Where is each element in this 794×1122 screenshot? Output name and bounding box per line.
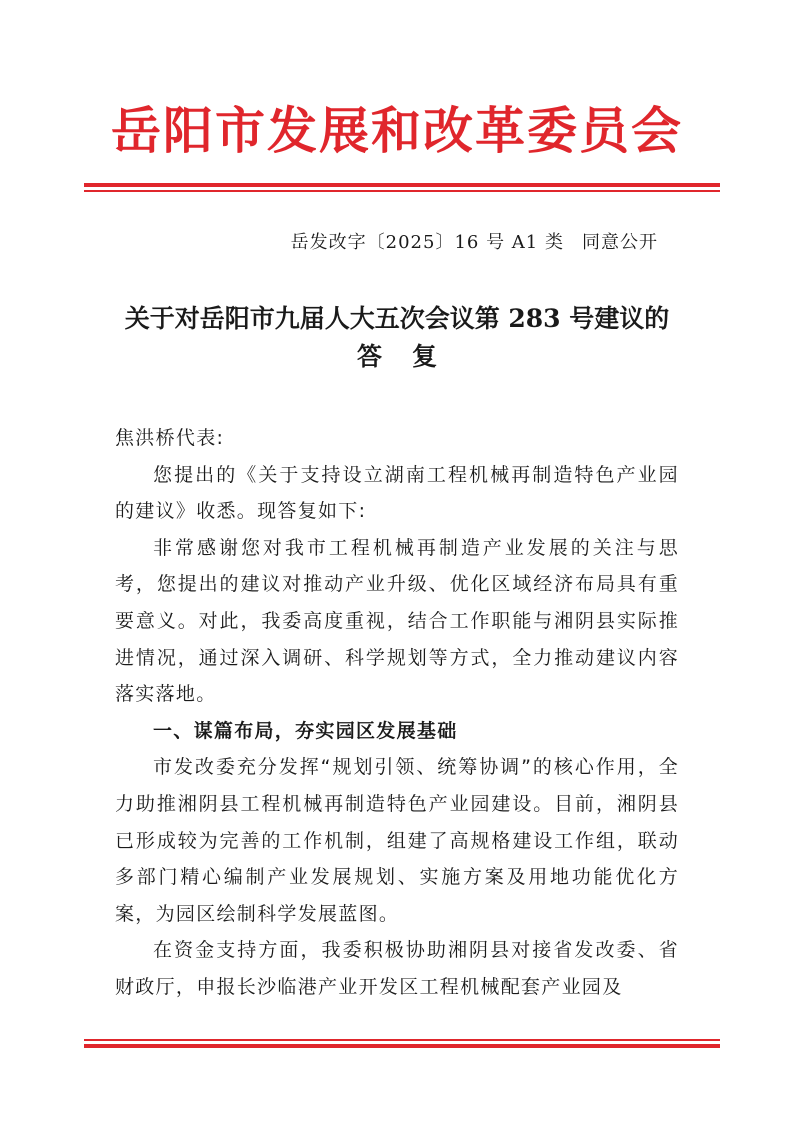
document-body <box>115 420 679 1006</box>
body-paragraph: 非常感谢您对我市工程机械再制造产业发展的关注与思考，您提出的建议对推动产业升级、优化区域经济布局具有重要意义。对此，我委高度重视，结合工作职能与湘阴县实际推进情况，通过深入调研、科学规划等方式，全力推动建议内容落实落地。 <box>115 536 679 706</box>
salutation: 焦洪桥代表: <box>115 427 225 449</box>
issuing-authority-title: 岳阳市发展和改革委员会 <box>111 101 683 160</box>
document-number: 岳发改字〔2025〕16 号 A1 类 <box>290 232 564 253</box>
footer-rule-thick <box>84 1044 720 1048</box>
disclosure-status: 同意公开 <box>582 232 658 253</box>
body-paragraph: 您提出的《关于支持设立湖南工程机械再制造特色产业园的建议》收悉。现答复如下: <box>115 463 679 523</box>
document-title-line-2: 答复 <box>356 342 467 371</box>
body-paragraph: 在资金支持方面，我委积极协助湘阴县对接省发改委、省财政厅，申报长沙临港产业开发区工程机械配套产业园及 <box>115 939 679 998</box>
document-number-line <box>291 229 658 257</box>
header-rule-thick <box>84 183 720 187</box>
section-heading: 一、谋篇布局，夯实园区发展基础 <box>153 719 458 742</box>
footer-rule-thin <box>84 1039 720 1041</box>
body-paragraph: 市发改委充分发挥“规划引领、统筹协调”的核心作用，全力助推湘阴县工程机械再制造特色产业园建设。目前，湘阴县已形成较为完善的工作机制，组建了高规格建设工作组，联动多部门精心编制产业发展规划、实施方案及用地功能优化方案，为园区绘制科学发展蓝图。 <box>115 756 679 925</box>
document-title-line-1: 关于对岳阳市九届人大五次会议第 283 号建议的 <box>124 304 670 333</box>
header-rule-thin <box>84 190 720 192</box>
